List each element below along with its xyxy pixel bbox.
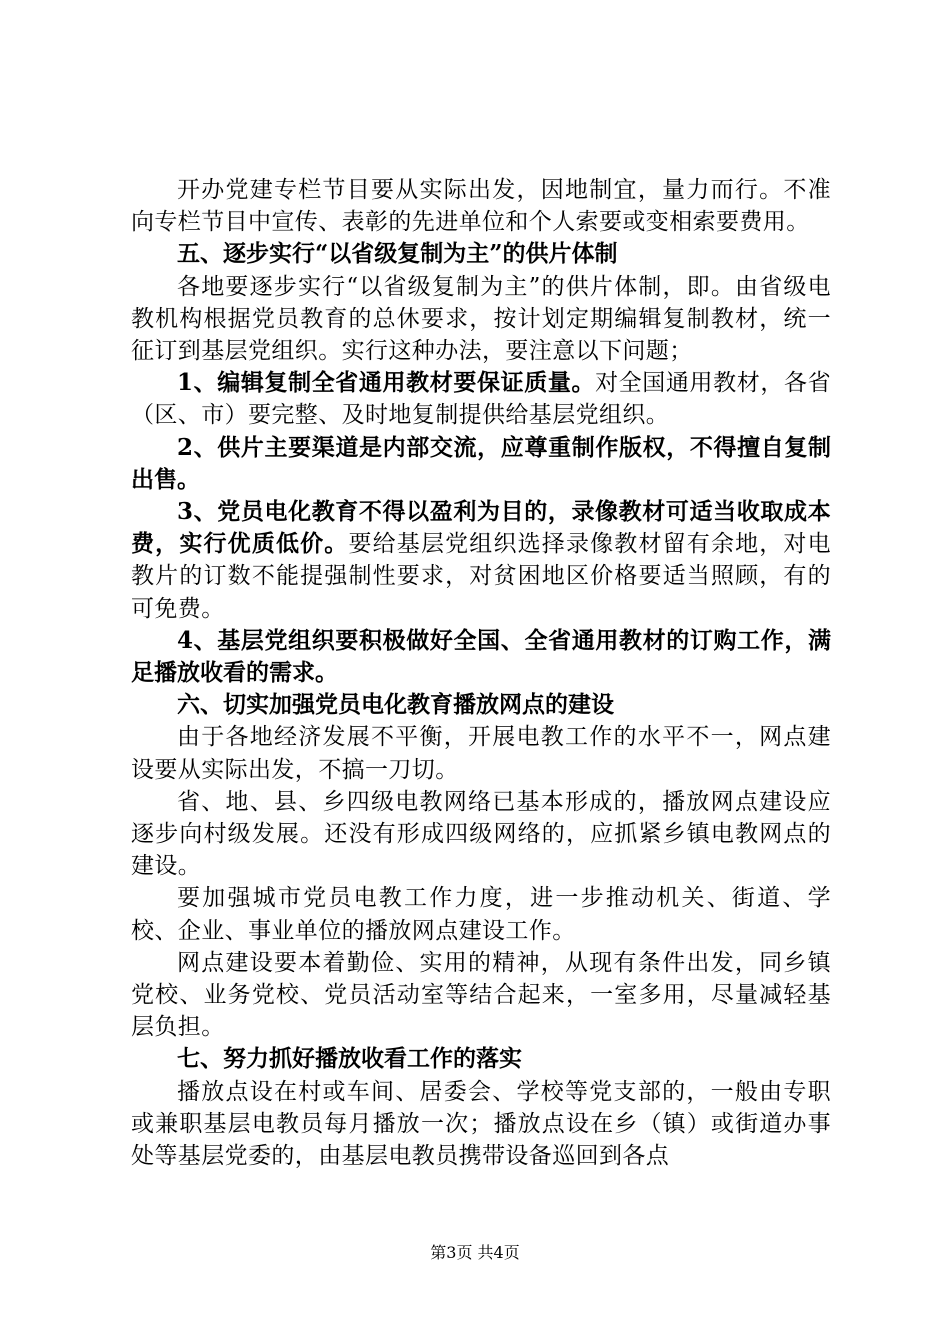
item-3-normal-text: 要给基层党组织选择录像教材留有余地，对电教片的订数不能提强制性要求，对贫困地区价格要适当照顾，有的可免费。 [131, 531, 831, 622]
item-1-normal-text: 对全国通用教材，各省（区、市）要完整、及时地复制提供给基层党组织。 [131, 370, 831, 429]
paragraph-program-column: 开办党建专栏节目要从实际出发，因地制宜，量力而行。不准向专栏节目中宣传、表彰的先进单位和个人索要或变相索要费用。 [131, 177, 831, 236]
paragraph-four-level-network: 省、地、县、乡四级电教网络已基本形成的，播放网点建设应逐步向村级发展。还没有形成四级网络的，应抓紧乡镇电教网点的建设。 [131, 788, 831, 880]
document-body [131, 174, 831, 1172]
heading-section-5: 五、逐步实行“以省级复制为主”的供片体制 [177, 240, 618, 268]
item-2-copyright: 2、供片主要渠道是内部交流，应尊重制作版权，不得擅自复制出售。 [131, 433, 831, 493]
item-1-material-quality [131, 367, 831, 431]
item-1-bold-text: 1、编辑复制全省通用教材要保证质量。 [177, 369, 596, 397]
item-4-ordering: 4、基层党组织要积极做好全国、全省通用教材的订购工作，满足播放收看的需求。 [131, 626, 831, 687]
heading-section-7: 七、努力抓好播放收看工作的落实 [177, 1045, 522, 1073]
paragraph-provincial-supply: 各地要逐步实行“以省级复制为主”的供片体制，即。由省级电教机构根据党员教育的总休要求，按计划定期编辑复制教材，统一征订到基层党组织。实行这种办法，要注意以下问题； [131, 273, 831, 365]
item-3-non-profit [131, 496, 831, 625]
item-3-bold-text: 3、党员电化教育不得以盈利为目的，录像教材可适当收取成本费，实行优质低价。 [131, 498, 831, 558]
page-number-footer: 第3页 共4页 [430, 1243, 520, 1262]
paragraph-frugal-construction: 网点建设要本着勤俭、实用的精神，从现有条件出发，同乡镇党校、业务党校、党员活动室等结合起来，一室多用，尽量减轻基层负担。 [131, 949, 831, 1041]
paragraph-network-development: 由于各地经济发展不平衡，开展电教工作的水平不一，网点建设要从实际出发，不搞一刀切。 [131, 724, 831, 783]
paragraph-urban-education: 要加强城市党员电教工作力度，进一步推动机关、街道、学校、企业、事业单位的播放网点建设工作。 [131, 885, 831, 944]
heading-section-6: 六、切实加强党员电化教育播放网点的建设 [177, 691, 614, 719]
paragraph-playback-points: 播放点设在村或车间、居委会、学校等党支部的，一般由专职或兼职基层电教员每月播放一次；播放点设在乡（镇）或街道办事处等基层党委的，由基层电教员携带设备巡回到各点 [131, 1078, 831, 1170]
